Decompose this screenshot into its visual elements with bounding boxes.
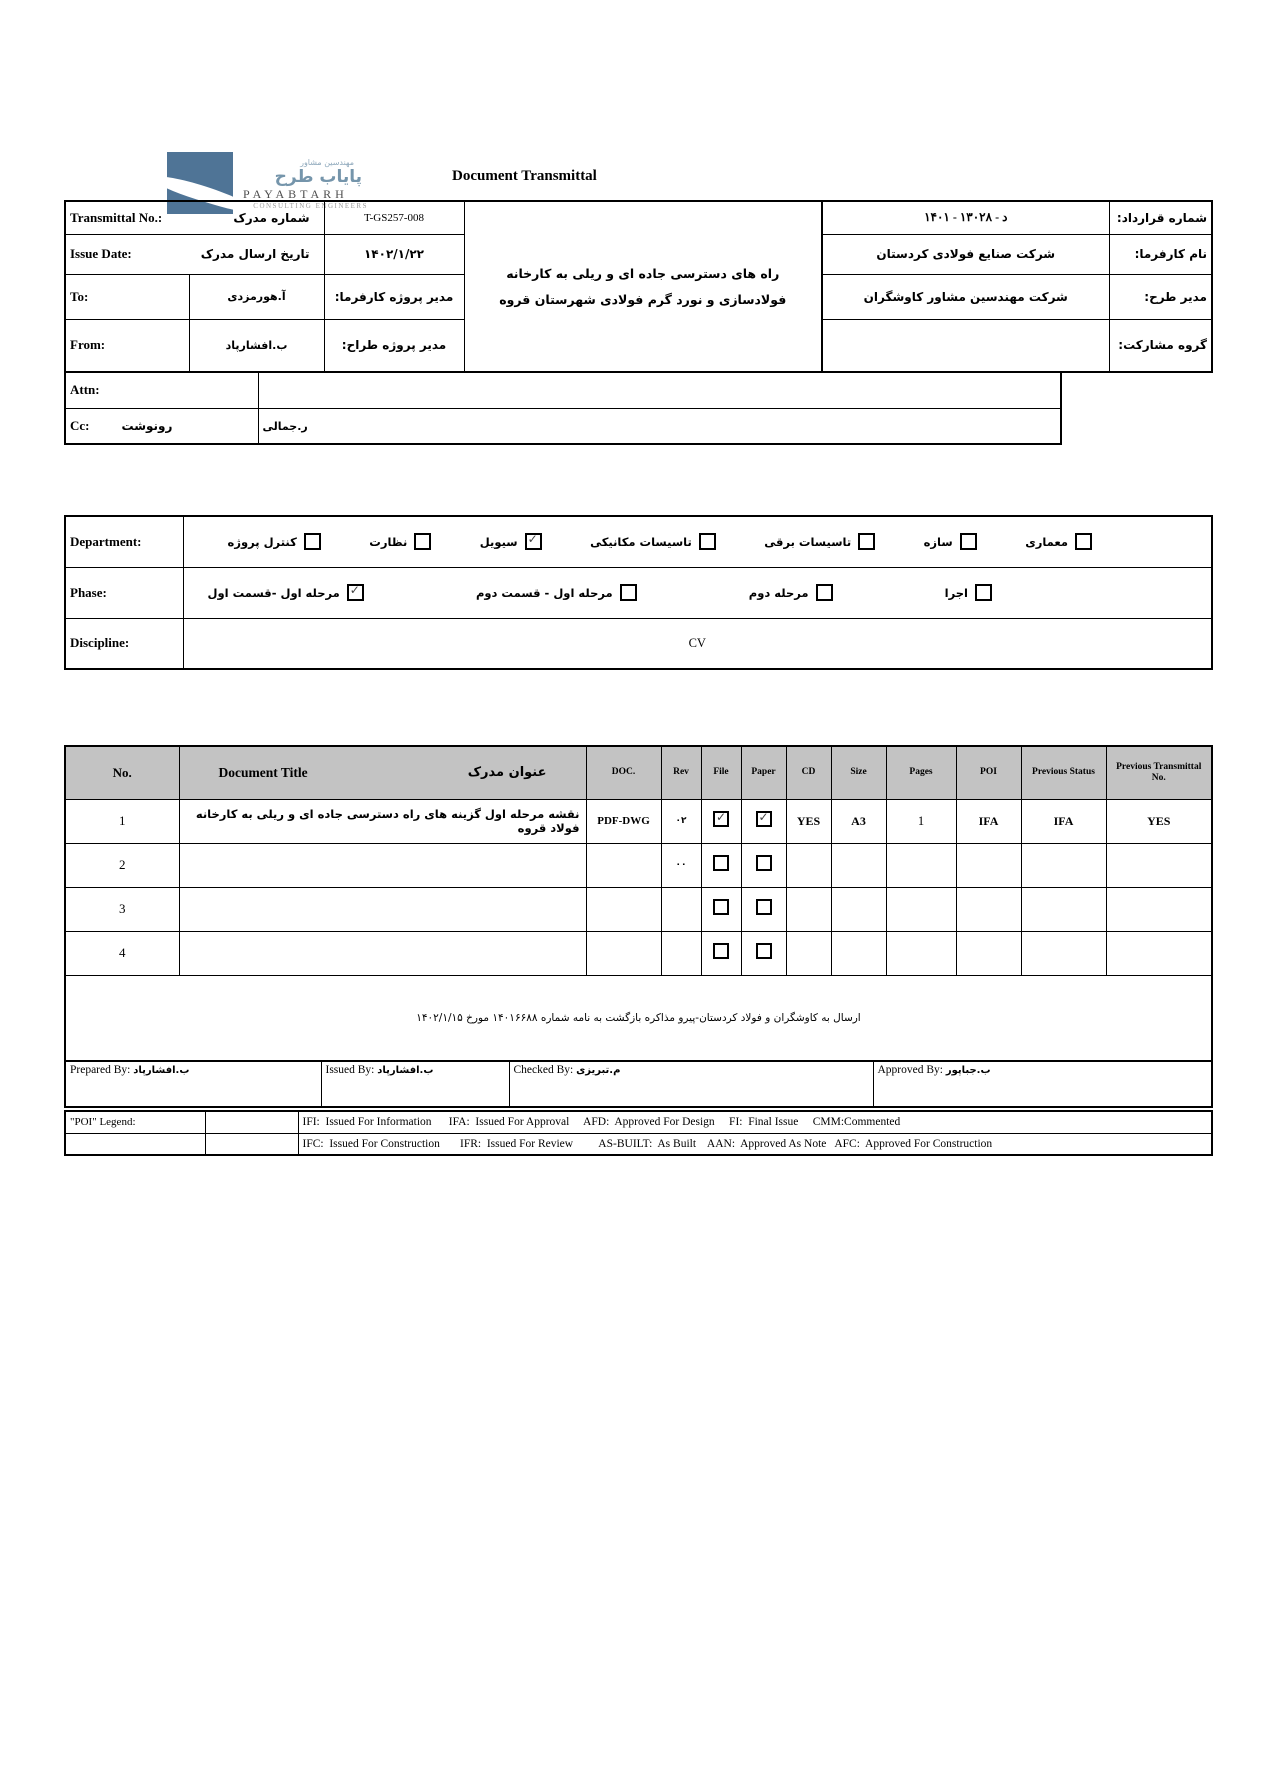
doc-row-paper-cell — [741, 843, 786, 887]
doc-row-prev-status — [1021, 887, 1106, 931]
doc-row-title — [179, 843, 586, 887]
issue-date-label-fa: تاریخ ارسال مدرک — [200, 247, 310, 261]
transmittal-no-label-fa: شماره مدرک — [233, 210, 310, 225]
cc-label-en: Cc: — [70, 417, 90, 433]
paper-checkbox[interactable] — [756, 855, 772, 871]
table-row — [65, 843, 1212, 887]
doc-row-no: 2 — [65, 843, 179, 887]
file-checkbox[interactable] — [713, 899, 729, 915]
contract-no-label: شماره قرارداد: — [1109, 201, 1212, 234]
doc-row-pages — [886, 843, 956, 887]
doc-row-size — [831, 887, 886, 931]
client-pm-label: مدیر پروژه کارفرما: — [324, 274, 464, 319]
poi-legend-table — [64, 1110, 1213, 1156]
cc-value-cell — [258, 408, 1061, 444]
phase1-part1-label: مرحله اول -قسمت اول — [207, 585, 340, 600]
col-no: No. — [65, 746, 179, 799]
attn-value — [258, 372, 1061, 408]
doc-row-size — [831, 931, 886, 975]
poi-legend-empty-cell — [205, 1111, 298, 1133]
col-prev-transmittal: Previous Transmittal No. — [1106, 746, 1212, 799]
checked-by-label: Checked By: — [513, 1064, 574, 1076]
phase-options-cell — [183, 567, 1212, 618]
doc-row-poi — [956, 887, 1021, 931]
poi-legend-empty-cell2 — [205, 1133, 298, 1155]
attn-cc-table — [64, 371, 1062, 445]
department-option-architecture — [1025, 533, 1092, 550]
doc-row-rev — [661, 931, 701, 975]
col-rev: Rev — [661, 746, 701, 799]
transmittal-no-label-en: Transmittal No.: — [70, 209, 163, 225]
approved-by-label: Approved By: — [877, 1064, 943, 1076]
doc-row-paper-cell — [741, 799, 786, 843]
documents-header-row — [65, 746, 1212, 799]
doc-row-rev: ۰۲ — [661, 799, 701, 843]
prepared-by-value: ب.افشارپاد — [133, 1065, 190, 1076]
doc-row-pages — [886, 931, 956, 975]
file-checkbox[interactable] — [713, 811, 729, 827]
cc-label-fa: رونوشت — [121, 418, 173, 433]
paper-checkbox[interactable] — [756, 811, 772, 827]
checked-by-cell — [509, 1061, 873, 1107]
page-title: Document Transmittal — [452, 168, 597, 184]
col-doc: DOC. — [586, 746, 661, 799]
issue-date-value: ۱۴۰۲/۱/۲۲ — [324, 234, 464, 274]
col-cd: CD — [786, 746, 831, 799]
plan-manager-value: شرکت مهندسین مشاور کاوشگران — [822, 274, 1109, 319]
doc-row-prev-status: IFA — [1021, 799, 1106, 843]
doc-row-title: نقشه مرحله اول گزینه های راه دسترسی جاده ای و ریلی به کارخانه فولاد قروه — [179, 799, 586, 843]
plan-manager-label: مدیر طرح: — [1109, 274, 1212, 319]
table-row — [65, 887, 1212, 931]
phase2-label: مرحله دوم — [748, 585, 809, 600]
from-value: ب.افشارپاد — [189, 319, 324, 372]
transmittal-no-label-cell — [65, 201, 324, 234]
supervision-checkbox[interactable] — [414, 533, 431, 550]
to-value: آ.هورمزدی — [189, 274, 324, 319]
phase2-checkbox[interactable] — [816, 584, 833, 601]
phase1-part2-label: مرحله اول - قسمت دوم — [475, 585, 613, 600]
issued-by-label: Issued By: — [325, 1064, 375, 1076]
department-option-mechanical — [590, 533, 716, 550]
logo-fa-name: پایاب طرح — [274, 167, 362, 187]
doc-row-pages: 1 — [886, 799, 956, 843]
phase-option-phase1-part2 — [476, 584, 637, 601]
file-checkbox[interactable] — [713, 943, 729, 959]
approved-by-value: ب.جباپور — [945, 1065, 991, 1076]
prepared-by-cell — [65, 1061, 321, 1107]
doc-row-doc: PDF-DWG — [586, 799, 661, 843]
contract-no-value: ۱۴۰۱ - د - ۱۳۰۲۸ — [822, 201, 1109, 234]
poi-legend-line2: IFC: Issued For Construction IFR: Issued For Review AS-BUILT: As Built AAN: Approved As Note AFC: Approved For Construction — [298, 1133, 1212, 1155]
project-control-label: کنترل پروژه — [227, 534, 297, 549]
doc-row-no: 3 — [65, 887, 179, 931]
file-checkbox[interactable] — [713, 855, 729, 871]
approved-by-cell — [873, 1061, 1212, 1107]
poi-legend-line1: IFI: Issued For Information IFA: Issued For Approval AFD: Approved For Design FI: Final Issue CMM:Commented — [298, 1111, 1212, 1133]
partnership-value — [822, 319, 1109, 372]
col-file: File — [701, 746, 741, 799]
structure-label: سازه — [923, 534, 953, 549]
doc-row-poi: IFA — [956, 799, 1021, 843]
discipline-value: CV — [183, 618, 1212, 669]
doc-row-prev-transmittal — [1106, 931, 1212, 975]
doc-row-prev-transmittal: YES — [1106, 799, 1212, 843]
department-options — [188, 533, 1208, 550]
issued-by-value: ب.افشارپاد — [377, 1065, 434, 1076]
partnership-label: گروه مشارکت: — [1109, 319, 1212, 372]
col-poi: POI — [956, 746, 1021, 799]
doc-row-no: 1 — [65, 799, 179, 843]
transmittal-no-value: T-GS257-008 — [324, 201, 464, 234]
doc-row-size — [831, 843, 886, 887]
phase-label: Phase: — [65, 567, 183, 618]
logo-fa-tagline: مهندسین مشاور — [300, 158, 354, 167]
issue-date-label-en: Issue Date: — [70, 246, 132, 261]
electrical-label: تاسیسات برقی — [764, 534, 852, 549]
col-pages: Pages — [886, 746, 956, 799]
doc-row-file-cell — [701, 887, 741, 931]
civil-label: سیویل — [479, 534, 518, 549]
phase-option-phase1-part1 — [208, 584, 364, 601]
doc-row-doc — [586, 887, 661, 931]
department-option-civil — [480, 533, 542, 550]
department-option-structure — [924, 533, 977, 550]
col-prev-status: Previous Status — [1021, 746, 1106, 799]
doc-row-rev — [661, 887, 701, 931]
header-left-table — [64, 200, 823, 373]
doc-row-doc — [586, 843, 661, 887]
department-option-electrical — [764, 533, 875, 550]
col-size: Size — [831, 746, 886, 799]
doc-row-paper-cell — [741, 887, 786, 931]
architecture-checkbox[interactable] — [1075, 533, 1092, 550]
mechanical-label: تاسیسات مکانیکی — [590, 534, 692, 549]
project-control-checkbox[interactable] — [304, 533, 321, 550]
client-name-value: شرکت صنایع فولادی کردستان — [822, 234, 1109, 274]
paper-checkbox[interactable] — [756, 899, 772, 915]
execution-checkbox[interactable] — [975, 584, 992, 601]
department-option-project-control — [228, 533, 321, 550]
table-row — [65, 931, 1212, 975]
department-label: Department: — [65, 516, 183, 567]
classification-table — [64, 515, 1213, 670]
logo-en-name: PAYABTARH — [243, 187, 348, 201]
issue-date-label-cell — [65, 234, 324, 274]
doc-row-file-cell — [701, 799, 741, 843]
doc-row-paper-cell — [741, 931, 786, 975]
phase-option-execution — [945, 584, 992, 601]
doc-row-rev: ۰۰ — [661, 843, 701, 887]
doc-row-prev-status — [1021, 931, 1106, 975]
doc-row-file-cell — [701, 931, 741, 975]
doc-row-no: 4 — [65, 931, 179, 975]
department-options-cell — [183, 516, 1212, 567]
issued-by-cell — [321, 1061, 509, 1107]
cc-label-cell — [65, 408, 258, 444]
doc-row-file-cell — [701, 843, 741, 887]
doc-row-pages — [886, 887, 956, 931]
col-title-fa: عنوان مدرک — [467, 765, 547, 781]
doc-row-poi — [956, 931, 1021, 975]
doc-row-prev-transmittal — [1106, 887, 1212, 931]
to-label: To: — [65, 274, 189, 319]
doc-row-cd — [786, 887, 831, 931]
poi-legend-label-empty — [65, 1133, 205, 1155]
poi-legend-label: "POI" Legend: — [65, 1111, 205, 1133]
phase-options — [188, 584, 1208, 601]
designer-pm-label: مدیر پروژه طراح: — [324, 319, 464, 372]
doc-row-prev-status — [1021, 843, 1106, 887]
documents-table — [64, 745, 1213, 1062]
mechanical-checkbox[interactable] — [699, 533, 716, 550]
architecture-label: معماری — [1025, 534, 1068, 549]
table-row — [65, 799, 1212, 843]
supervision-label: نظارت — [369, 534, 408, 549]
cc-value: ر.جمالی — [262, 419, 308, 433]
doc-row-title — [179, 887, 586, 931]
paper-checkbox[interactable] — [756, 943, 772, 959]
col-title — [179, 746, 586, 799]
checked-by-value: م.تبریزی — [576, 1065, 621, 1076]
project-title-cell — [464, 201, 822, 372]
prepared-by-label: Prepared By: — [70, 1064, 131, 1076]
phase-option-phase2 — [749, 584, 833, 601]
department-option-supervision — [369, 533, 431, 550]
phase1-part1-checkbox[interactable] — [347, 584, 364, 601]
doc-row-title — [179, 931, 586, 975]
doc-row-size: A3 — [831, 799, 886, 843]
civil-checkbox[interactable] — [525, 533, 542, 550]
execution-label: اجرا — [944, 585, 968, 600]
col-title-en: Document Title — [218, 764, 308, 780]
from-label: From: — [65, 319, 189, 372]
project-title: راه های دسترسی جاده ای و ریلی به کارخانه فولادسازی و نورد گرم فولادی شهرستان قروه — [499, 265, 787, 307]
attn-label: Attn: — [65, 372, 258, 408]
signatures-table — [64, 1060, 1213, 1108]
structure-checkbox[interactable] — [960, 533, 977, 550]
doc-row-doc — [586, 931, 661, 975]
transmittal-note: ارسال به کاوشگران و فولاد کردستان-پیرو مذاکره بازگشت به نامه شماره ۱۴۰۱۶۶۸۸ مورخ ۱۴۰۲/۱/۱۵ — [416, 1011, 861, 1024]
header-right-table — [821, 200, 1213, 373]
notes-cell — [65, 975, 1212, 1061]
doc-row-cd — [786, 843, 831, 887]
doc-row-poi — [956, 843, 1021, 887]
doc-row-cd: YES — [786, 799, 831, 843]
doc-row-prev-transmittal — [1106, 843, 1212, 887]
col-paper: Paper — [741, 746, 786, 799]
phase1-part2-checkbox[interactable] — [620, 584, 637, 601]
client-name-label: نام کارفرما: — [1109, 234, 1212, 274]
doc-row-cd — [786, 931, 831, 975]
electrical-checkbox[interactable] — [858, 533, 875, 550]
logo-en-subtitle: CONSULTING ENGINEERS — [253, 202, 368, 210]
discipline-label: Discipline: — [65, 618, 183, 669]
